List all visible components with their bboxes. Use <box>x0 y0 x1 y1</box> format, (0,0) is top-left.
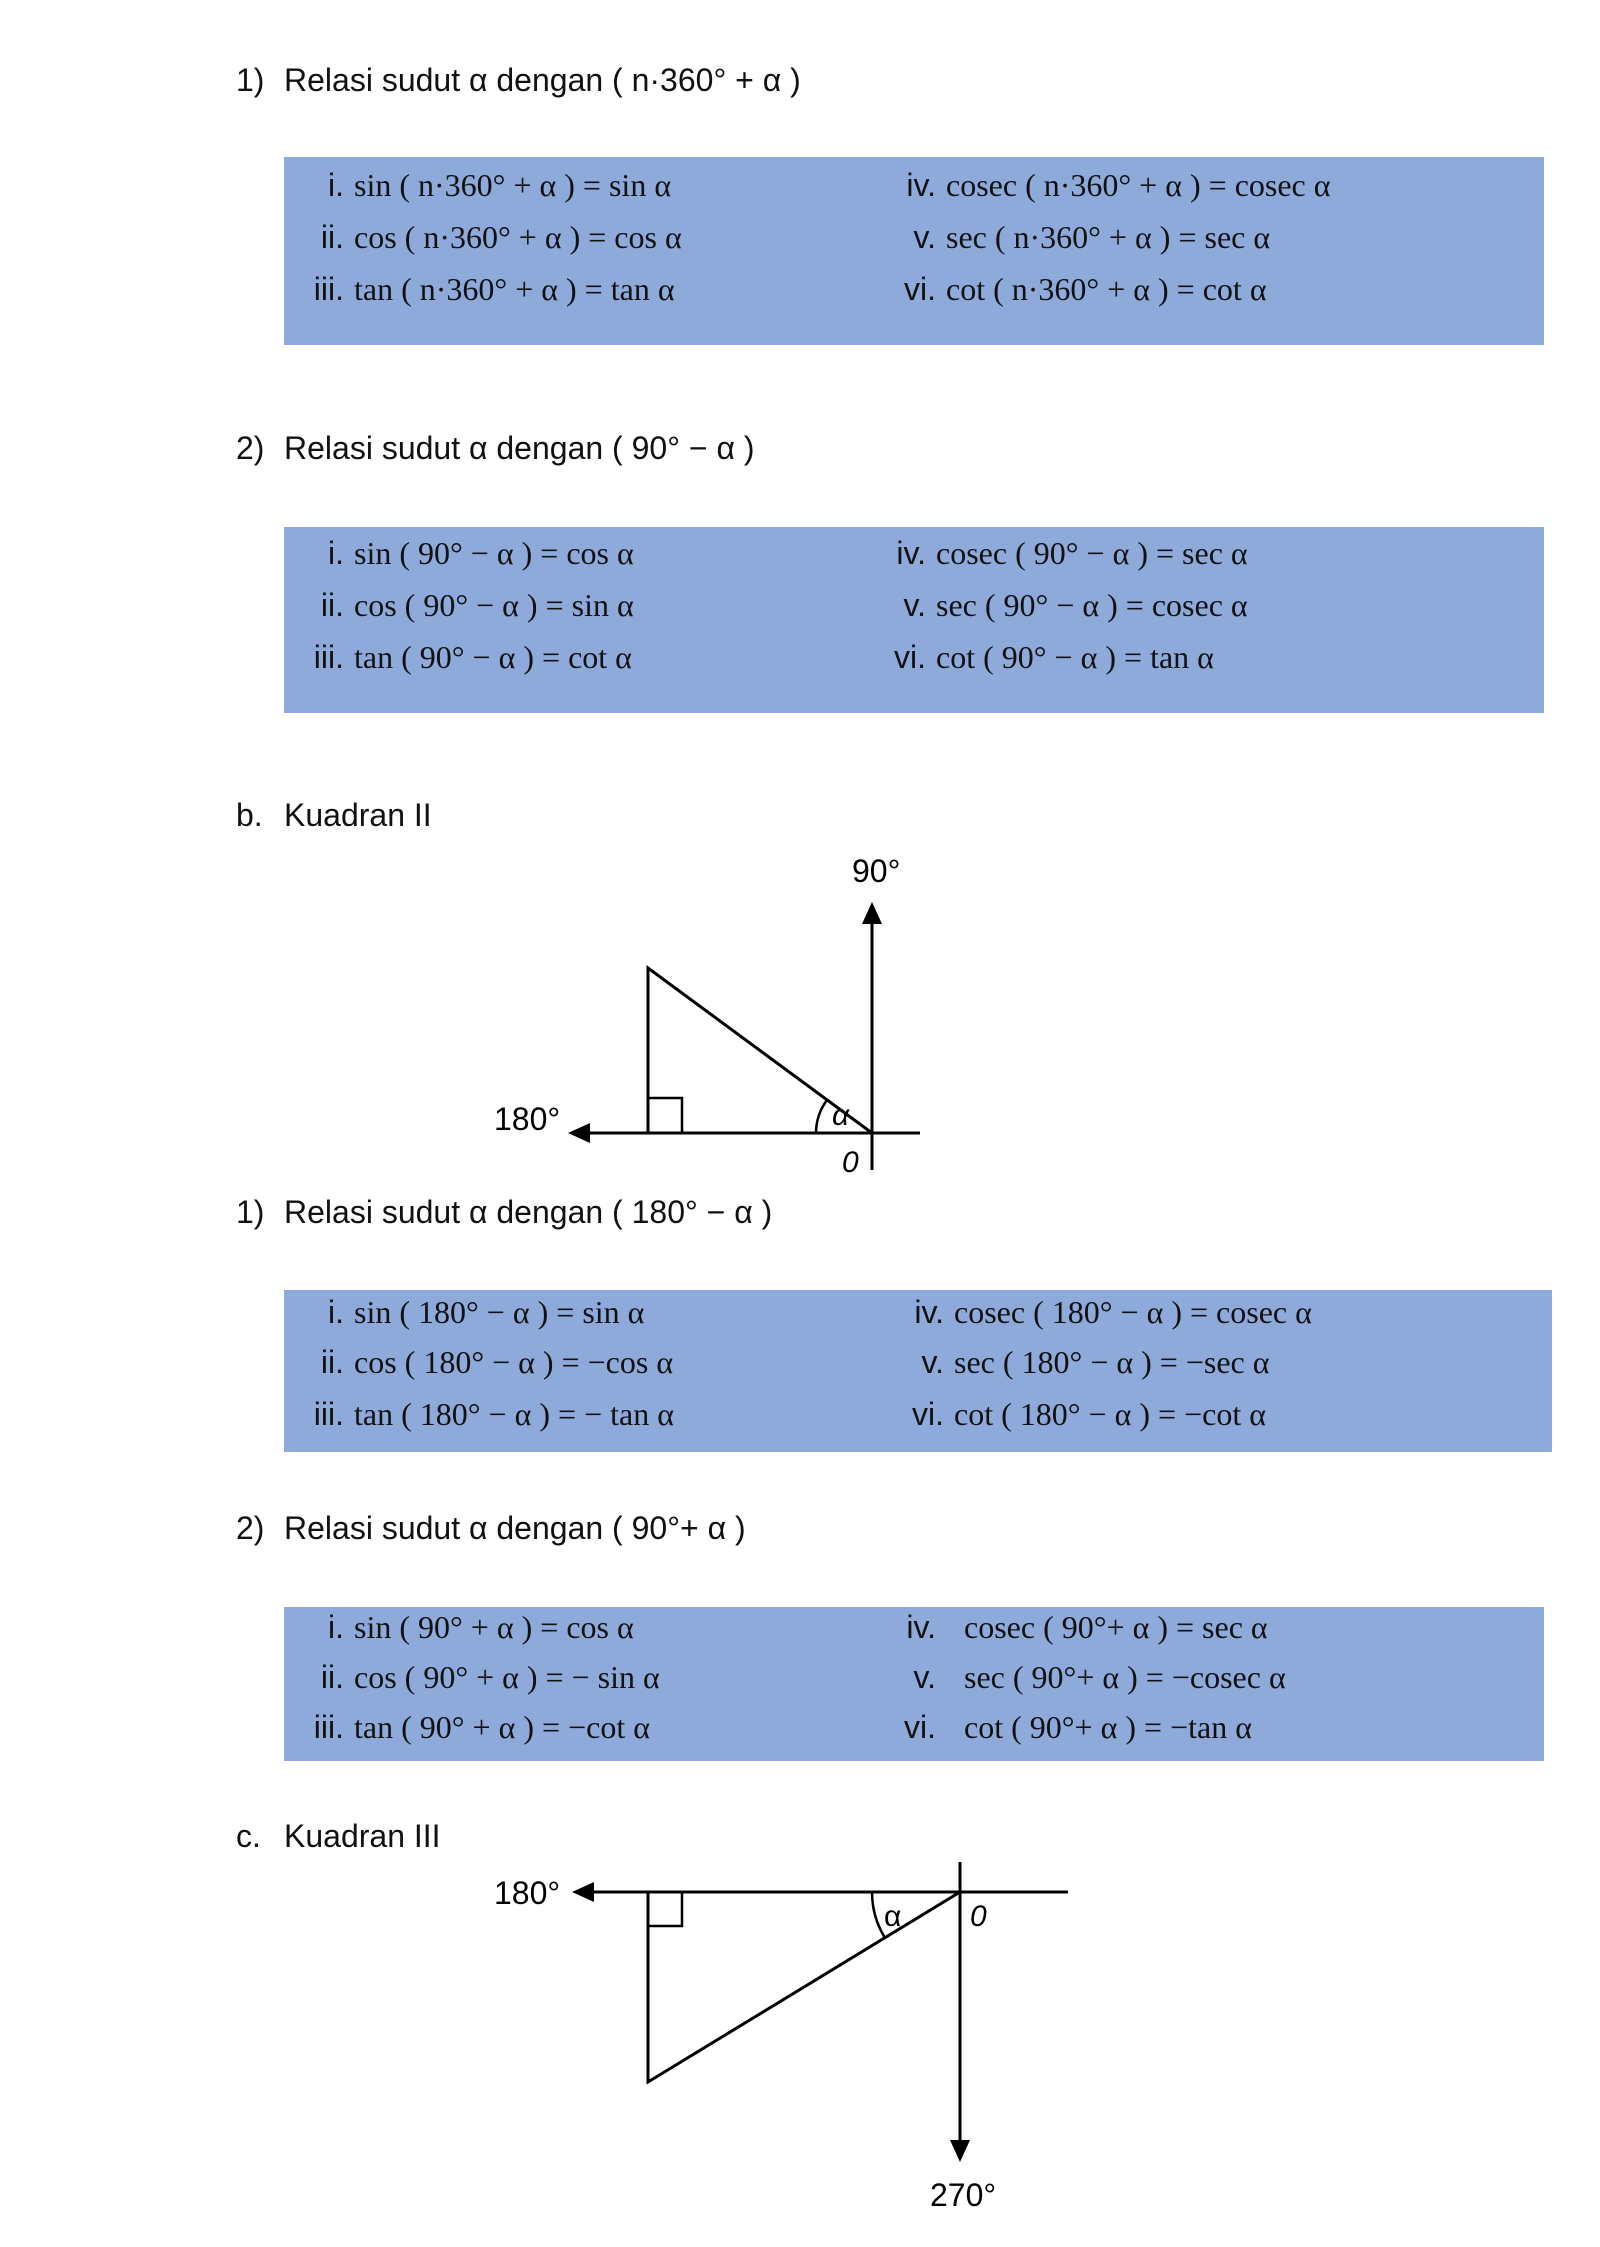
formula-row <box>292 1342 673 1382</box>
formula-row <box>292 637 632 677</box>
formula-row <box>292 217 682 257</box>
quadrant-title: Kuadran III <box>284 1818 441 1854</box>
roman-numeral: vi. <box>912 1396 944 1432</box>
section-title: Relasi sudut α dengan ( 90°+ α ) <box>284 1510 746 1546</box>
formula-text: cosec ( 90° − α ) = sec α <box>936 535 1248 571</box>
formula-text: tan ( 90° − α ) = cot α <box>354 639 632 675</box>
section-heading-90-minus <box>236 428 755 468</box>
formula-text: cos ( n·360° + α ) = cos α <box>354 219 682 255</box>
section-heading-n360 <box>236 60 801 100</box>
quadrant-letter: c. <box>236 1818 261 1854</box>
formula-box-180-minus <box>284 1290 1552 1452</box>
formula-text: cot ( 180° − α ) = −cot α <box>954 1396 1266 1432</box>
roman-numeral: vi. <box>894 639 926 675</box>
label-180-degrees: 180° <box>494 1875 561 1911</box>
formula-text: sin ( 90° + α ) = cos α <box>354 1609 634 1645</box>
roman-numeral: i. <box>328 535 344 571</box>
formula-box-n360 <box>284 157 1544 345</box>
quadrant-heading-II <box>236 795 432 835</box>
section-title: Relasi sudut α dengan ( 180° − α ) <box>284 1194 773 1230</box>
formula-text: cosec ( n·360° + α ) = cosec α <box>946 167 1331 203</box>
formula-text: sec ( 90° − α ) = cosec α <box>936 587 1248 623</box>
arrow-left-icon <box>568 1123 590 1143</box>
section-number: 2) <box>236 1510 265 1546</box>
label-180-degrees: 180° <box>494 1101 561 1137</box>
formula-text: sin ( 90° − α ) = cos α <box>354 535 634 571</box>
formula-text: sin ( 180° − α ) = sin α <box>354 1294 645 1330</box>
roman-numeral: iv. <box>906 167 936 203</box>
formula-text: cosec ( 180° − α ) = cosec α <box>954 1294 1312 1330</box>
roman-numeral: v. <box>913 219 936 255</box>
formula-row <box>292 1707 650 1747</box>
angle-arc <box>816 1100 827 1133</box>
quadrant-heading-III <box>236 1816 441 1856</box>
roman-numeral: i. <box>328 1609 344 1645</box>
roman-numeral: iii. <box>313 271 344 307</box>
formula-box-90-minus <box>284 527 1544 713</box>
roman-numeral: iii. <box>313 1396 344 1432</box>
roman-numeral: v. <box>913 1659 936 1695</box>
formula-text: cos ( 180° − α ) = −cos α <box>354 1344 674 1380</box>
formula-row <box>292 269 675 309</box>
arrow-left-icon <box>572 1882 594 1902</box>
arrow-down-icon <box>950 2140 970 2162</box>
formula-text: cos ( 90° + α ) = − sin α <box>354 1659 660 1695</box>
roman-numeral: i. <box>328 1294 344 1330</box>
formula-text: cot ( 90° − α ) = tan α <box>936 639 1214 675</box>
formula-row <box>874 585 1248 625</box>
formula-text: cot ( n·360° + α ) = cot α <box>946 271 1267 307</box>
formula-row <box>292 533 634 573</box>
formula-text: sin ( n·360° + α ) = sin α <box>354 167 672 203</box>
section-number: 1) <box>236 1194 265 1230</box>
formula-row <box>292 165 671 205</box>
formula-row <box>292 1394 674 1434</box>
roman-numeral: iv. <box>906 1609 936 1645</box>
quadrant-ii-diagram <box>480 840 940 1180</box>
formula-text: tan ( 90° + α ) = −cot α <box>354 1709 650 1745</box>
roman-numeral: iii. <box>313 639 344 675</box>
section-heading-180-minus <box>236 1192 772 1232</box>
arrow-up-icon <box>862 902 882 924</box>
formula-text: tan ( n·360° + α ) = tan α <box>354 271 675 307</box>
formula-row <box>292 585 634 625</box>
section-heading-90-plus <box>236 1508 746 1548</box>
formula-text: tan ( 180° − α ) = − tan α <box>354 1396 674 1432</box>
roman-numeral: iv. <box>914 1294 944 1330</box>
formula-row <box>884 217 1270 257</box>
quadrant-letter: b. <box>236 797 263 833</box>
formula-row <box>892 1394 1266 1434</box>
formula-row <box>292 1607 634 1647</box>
section-title: Relasi sudut α dengan ( n·360° + α ) <box>284 62 801 98</box>
formula-row <box>884 269 1267 309</box>
label-origin: 0 <box>842 1146 859 1179</box>
formula-row <box>874 533 1248 573</box>
formula-row <box>292 1292 644 1332</box>
right-angle-marker <box>648 1098 682 1133</box>
roman-numeral: i. <box>328 167 344 203</box>
section-title: Relasi sudut α dengan ( 90° − α ) <box>284 430 755 466</box>
label-alpha: α <box>832 1099 850 1132</box>
label-270-degrees: 270° <box>930 2177 997 2213</box>
roman-numeral: ii. <box>320 1659 344 1695</box>
formula-text: sec ( n·360° + α ) = sec α <box>946 219 1271 255</box>
formula-row <box>884 1607 1268 1647</box>
roman-numeral: ii. <box>320 1344 344 1380</box>
formula-row <box>884 1657 1286 1697</box>
roman-numeral: iii. <box>313 1709 344 1745</box>
formula-text: sec ( 180° − α ) = −sec α <box>954 1344 1270 1380</box>
roman-numeral: v. <box>903 587 926 623</box>
label-alpha: α <box>884 1900 902 1933</box>
formula-text: cot ( 90°+ α ) = −tan α <box>964 1709 1252 1745</box>
label-origin: 0 <box>970 1900 987 1933</box>
roman-numeral: ii. <box>320 587 344 623</box>
right-angle-marker <box>648 1892 682 1926</box>
formula-row <box>884 165 1331 205</box>
formula-row <box>892 1292 1312 1332</box>
roman-numeral: v. <box>921 1344 944 1380</box>
formula-row <box>874 637 1214 677</box>
formula-box-90-plus <box>284 1607 1544 1761</box>
triangle <box>648 1892 960 2082</box>
roman-numeral: vi. <box>904 271 936 307</box>
roman-numeral: ii. <box>320 219 344 255</box>
formula-text: cosec ( 90°+ α ) = sec α <box>964 1609 1268 1645</box>
roman-numeral: vi. <box>904 1709 936 1745</box>
formula-row <box>884 1707 1252 1747</box>
formula-row <box>292 1657 660 1697</box>
section-number: 1) <box>236 62 265 98</box>
quadrant-iii-diagram <box>480 1850 1080 2230</box>
label-90-degrees: 90° <box>852 853 901 889</box>
formula-text: cos ( 90° − α ) = sin α <box>354 587 634 623</box>
section-number: 2) <box>236 430 265 466</box>
formula-row <box>892 1342 1270 1382</box>
quadrant-title: Kuadran II <box>284 797 432 833</box>
formula-text: sec ( 90°+ α ) = −cosec α <box>964 1659 1286 1695</box>
roman-numeral: iv. <box>896 535 926 571</box>
